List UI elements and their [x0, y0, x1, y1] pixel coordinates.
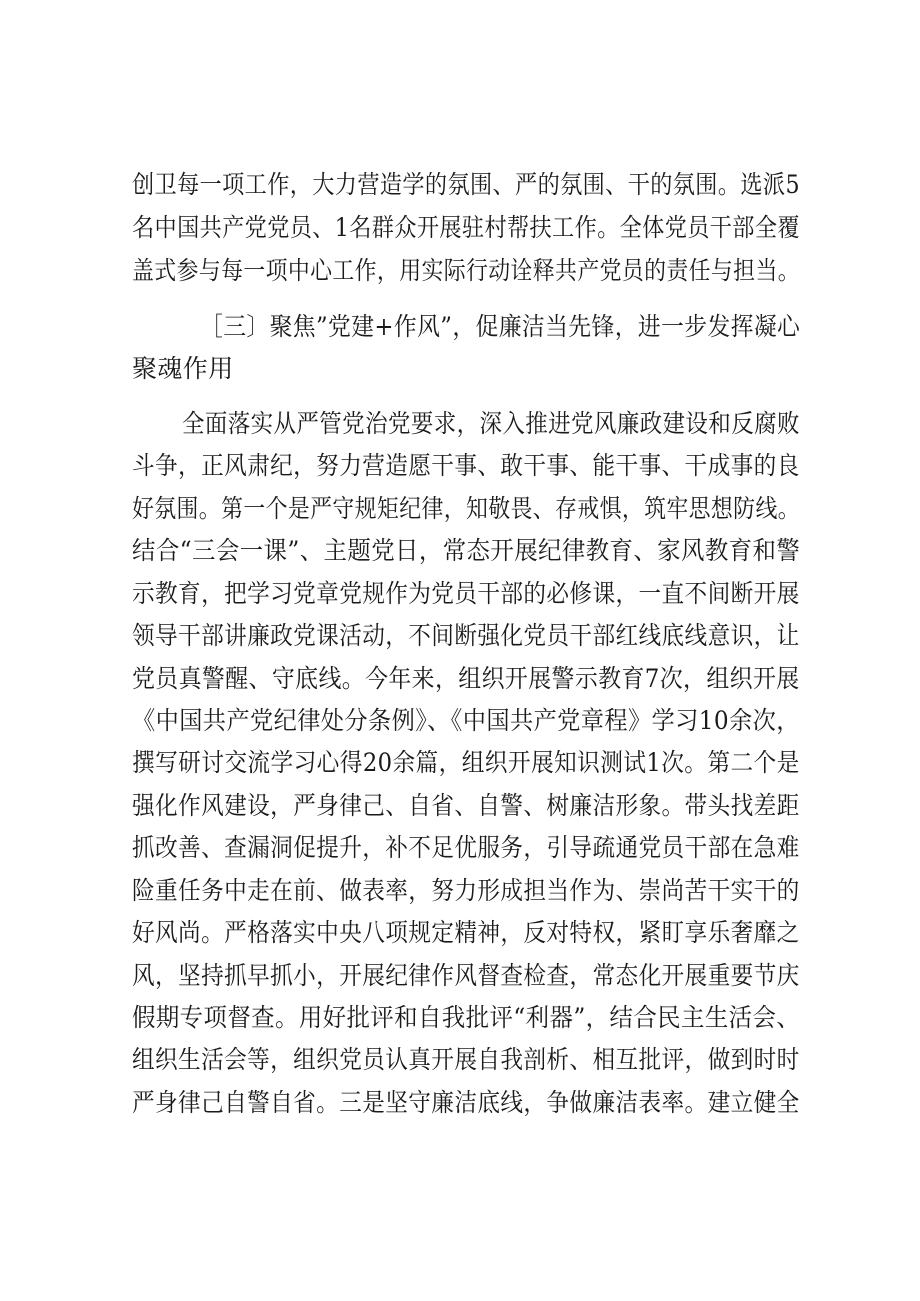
body-text-line: 风，坚持抓早抓小，开展纪律作风督查检查，常态化开展重要节庆 [132, 961, 800, 990]
body-text-line: 撰写研讨交流学习心得20余篇，组织开展知识测试1次。第二个是 [132, 748, 800, 777]
body-text-line: 组织生活会等，组织党员认真开展自我剖析、相互批评，做到时时 [132, 1045, 800, 1074]
body-text-line: 党员真警醒、守底线。今年来，组织开展警示教育7次，组织开展 [132, 664, 800, 693]
body-text-line: 全面落实从严管党治党要求，深入推进党风廉政建设和反腐败 [182, 409, 800, 438]
body-text-line: 假期专项督查。用好批评和自我批评“利器”，结合民主生活会、 [132, 1003, 801, 1032]
body-text-line: 严身律己自警自省。三是坚守廉洁底线，争做廉洁表率。建立健全 [132, 1088, 800, 1117]
body-text-line: 领导干部讲廉政党课活动，不间断强化党员干部红线底线意识，让 [132, 621, 800, 650]
body-text-line: 好氛围。第一个是严守规矩纪律，知敬畏、存戒惧，筑牢思想防线。 [132, 494, 800, 523]
section-heading-continuation: 聚魂作用 [132, 354, 234, 383]
body-text-line: 好风尚。严格落实中央八项规定精神，反对特权，紧盯享乐奢靡之 [132, 918, 800, 947]
body-text-line: 盖式参与每一项中心工作，用实际行动诠释共产党员的责任与担当。 [132, 256, 800, 285]
body-text-line: 强化作风建设，严身律己、自省、自警、树廉洁形象。带头找差距 [132, 791, 800, 820]
section-heading: ［三〕聚焦”党建+作风”，促廉洁当先锋，进一步发挥凝心 [200, 312, 801, 341]
body-text-line: 险重任务中走在前、做表率，努力形成担当作为、崇尚苦干实干的 [132, 876, 800, 905]
body-text-line: 抓改善、查漏洞促提升，补不足优服务，引导疏通党员干部在急难 [132, 833, 800, 862]
body-text-line: 《中国共产党纪律处分条例》、《中国共产党章程》学习10余次， [132, 706, 800, 735]
body-text-line: 示教育，把学习党章党规作为党员干部的必修课，一直不间断开展 [132, 579, 800, 608]
body-text-line: 名中国共产党党员、1名群众开展驻村帮扶工作。全体党员干部全覆 [132, 213, 800, 242]
body-text-line: 斗争，正风肃纪，努力营造愿干事、敢干事、能干事、干成事的良 [132, 451, 800, 480]
body-text-line: 结合“三会一课”、主题党日，常态开展纪律教育、家风教育和警 [132, 536, 801, 565]
body-text-line: 创卫每一项工作，大力营造学的氛围、严的氛围、干的氛围。选派5 [132, 170, 800, 199]
